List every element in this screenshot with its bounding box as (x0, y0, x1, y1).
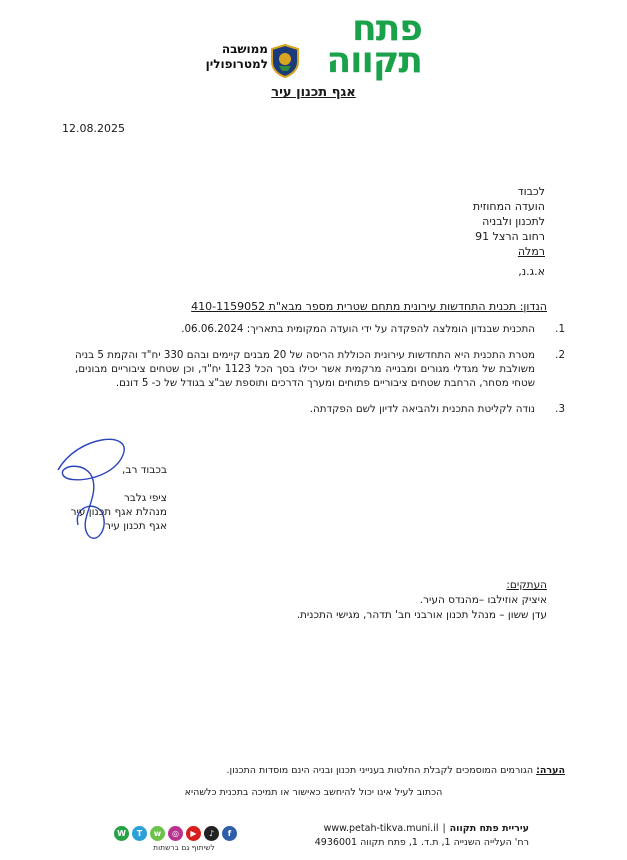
subject-line: הנדון: תכנית התחדשות עירונית מתחם שטרית מספר מבא"ת 410-1159052 (191, 300, 547, 313)
petah-tikva-logo (307, 8, 422, 81)
recipient-address (473, 184, 545, 259)
social-tagline: לשיתוף גם ברשתות (153, 843, 215, 852)
signer-department: אגף תכנון עיר (105, 520, 167, 532)
facebook-icon[interactable]: f (222, 826, 237, 841)
copies-block (297, 578, 547, 623)
item-text: התכנית שבנדון הומלצה להפקדה על ידי הועדה המקומית בתאריך: 06.06.2024. (181, 323, 535, 335)
footer-contact: עיריית פתח תקווה|www.petah-tikva.muni.il רח' העלייה השנייה 1, ת.ד. 1, פתח תקווה 4936001 (314, 823, 529, 848)
website-link[interactable]: www.petah-tikva.muni.il (323, 823, 439, 834)
list-item (75, 348, 565, 390)
copy-recipient: איציק אוזילבו –מהנדס העיר. (419, 594, 547, 606)
item-text: מטרת התכנית היא התחדשות עירונית הכוללת הריסה של 20 מבנים קיימים ובהם 330 יח"ד והקמת 5 בניה משולבת של מגדלי מגורים ומבנייה מרקמית אשר יכילו בסך הכל 1123 יח"ד, וכן שטחים ציבוריים מבונים, שטחי מסחר, הרחבת שטחים ציבוריים פתוחים ומערך הדרכים ותוספת שב"צ בגודל של כ- 5 דונם. (75, 349, 535, 389)
copy-recipient: עדן ששון – מנהל תכנון אורבני חב' תדהר, מגישי התכנית. (296, 609, 547, 621)
note (227, 765, 565, 776)
metropolis-slogan (192, 42, 268, 72)
waze-icon[interactable]: w (150, 826, 165, 841)
logo-line-1: פתח (351, 8, 422, 49)
greeting: א.ג.נ, (518, 265, 545, 278)
recipient-line: הועדה המחוזית (472, 200, 545, 213)
signature-block (71, 463, 167, 533)
signer-name: ציפי גלבר (123, 492, 167, 504)
body-items (75, 322, 565, 428)
copies-heading: העתקים: (506, 579, 547, 591)
recipient-line: לתכנון ולבניה (482, 215, 545, 228)
recipient-line: רחוב הרצל 91 (475, 230, 545, 243)
recipient-line: לכבוד (517, 185, 545, 198)
logo-line-2: תקווה (326, 40, 422, 81)
item-number: 3. (555, 403, 565, 415)
signer-title: מנהלת אגף תכנון עיר (70, 506, 167, 518)
social-links (114, 826, 254, 852)
slogan-line-2: למטרופולין (205, 57, 268, 71)
city-emblem-icon (270, 44, 300, 78)
slogan-line-1: ממושבה (221, 42, 268, 56)
youtube-icon[interactable]: ▶ (186, 826, 201, 841)
closing: בכבוד רב, (122, 464, 167, 476)
whatsapp-icon[interactable]: W (114, 826, 129, 841)
letter-date: 12.08.2025 (62, 122, 125, 135)
department-heading: אגף תכנון עיר (271, 85, 356, 100)
recipient-city: רמלה (517, 245, 545, 258)
note-label: הערה: (536, 765, 565, 776)
disclaimer: הכתוב לעיל אינו יכול להיחשב כאישור או תמיכה בתכנית כלשהיא (184, 787, 443, 798)
telegram-icon[interactable]: T (132, 826, 147, 841)
tiktok-icon[interactable]: ♪ (204, 826, 219, 841)
instagram-icon[interactable]: ◎ (168, 826, 183, 841)
list-item (75, 322, 565, 336)
footer-city: עיריית פתח תקווה (449, 823, 529, 834)
list-item (75, 402, 565, 416)
footer-address: רח' העלייה השנייה 1, ת.ד. 1, פתח תקווה 4936001 (314, 837, 529, 848)
item-number: 2. (555, 349, 565, 361)
item-number: 1. (555, 323, 565, 335)
social-icon-row (114, 826, 254, 841)
item-text: נודה לקליטת התכנית ולהביאה לדיון לשם הפקדתה. (309, 403, 535, 415)
note-text: הגורמים המוסמכים לקבלת החלטות בענייני תכנון ובניה הינם מוסדות התכנון. (226, 765, 534, 776)
